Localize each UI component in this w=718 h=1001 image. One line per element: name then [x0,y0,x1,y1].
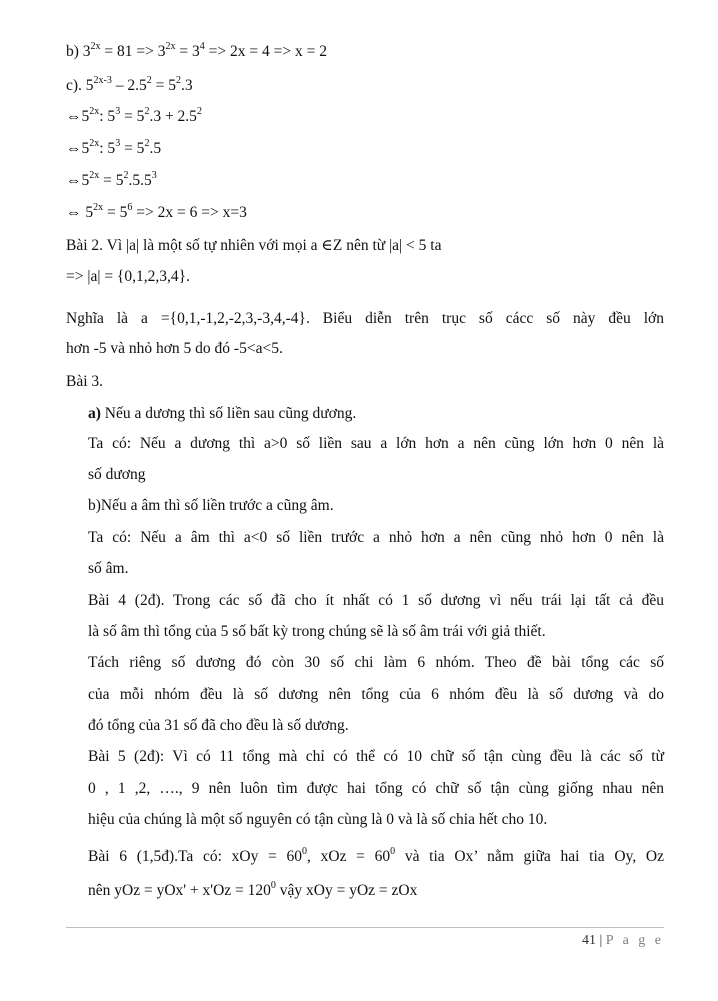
text-line: Bài 6 (1,5đ).Ta có: xOy = $60^0$, xOz = $60^0$ và tia Ox’ nằm giữa hai tia Oy, Oz [88,845,664,865]
text-line: Ta có: Nếu a dương thì a>0 số liền sau a lớn hơn a nên cũng lớn hơn 0 nên là [88,435,664,452]
page-footer [582,932,664,950]
text-line: Ta có: Nếu a âm thì a<0 số liền trước a nhỏ hơn a nên cũng nhỏ hơn 0 nên là [88,529,664,546]
text-line: nên yOz = $yOx' + x'Oz = 120^0$ vậy xOy = yOz = zOx [88,879,418,899]
text-line: b)Nếu a âm thì số liền trước a cũng âm. [88,497,334,514]
text-line: Bài 2. Vì |a| là một số tự nhiên với mọi a ∈Z nên từ |a| < 5 ta [66,237,442,254]
text-line: $\Leftrightarrow 5^{2x}$: $5^3 = 5^2.5$ [66,137,162,157]
text-line: Nghĩa là a ={0,1,-1,2,-2,3,-3,4,-4}. Biểu diễn trên trục số cácc số này đều lớn [66,310,664,327]
text-line: c). $5^{2x-3} - 2.5^2 = 5^2.3$ [66,74,193,94]
text-line: Bài 5 (2đ): Vì có 11 tổng mà chỉ có thể có 10 chữ số tận cùng đều là các số từ [88,748,664,765]
text-line: => |a| = {0,1,2,3,4}. [66,268,190,285]
text-line: $\Leftrightarrow 5^{2x}$: $5^3 = 5^2.3 + 2.5^2$ [66,105,202,125]
text-line: hơn -5 và nhỏ hơn 5 do đó -5<a<5. [66,340,283,357]
text-line: đó tổng của 31 số đã cho đều là số dương. [88,717,349,734]
page-label: P a g e [605,933,664,948]
text-line: là số âm thì tổng của 5 số bất kỳ trong chúng sẽ là số âm trái với giả thiết. [88,623,546,640]
text-line: Tách riêng số dương đó còn 30 số chi làm 6 nhóm. Theo đề bài tổng các số [88,654,664,671]
text-line: số âm. [88,560,129,577]
text-line: $\Leftrightarrow 5^{2x} = 5^2.5.5^3$ [66,169,157,189]
text-line: hiệu của chúng là một số nguyên có tận cùng là 0 và là số chia hết cho 10. [88,811,548,828]
text-line: ⇔ $5^{2x} = 5^6 => 2x = 6 => x=3$ [66,201,247,221]
text-line: b) $3^{2x} = 81 => 3^{2x} = 3^4 => 2x = 4 => x = 2$ [66,40,327,60]
text-line: a) Nếu a dương thì số liền sau cũng dương. [88,405,357,422]
text-line: Bài 4 (2đ). Trong các số đã cho ít nhất có 1 số dương vì nếu trái lại tất cả đều [88,592,664,609]
text-line: Bài 3. [66,373,104,390]
footer-divider [66,927,664,928]
text-line: số dương [88,466,146,483]
text-line: của mỗi nhóm đều là số dương nên tổng của 6 nhóm đều là số dương và do [88,686,664,703]
footer-separator: | [599,933,603,948]
page-number: 41 [581,933,596,948]
text-line: 0 , 1 ,2, …., 9 nên luôn tìm được hai tổng có chữ số tận cùng giống nhau nên [88,780,664,797]
